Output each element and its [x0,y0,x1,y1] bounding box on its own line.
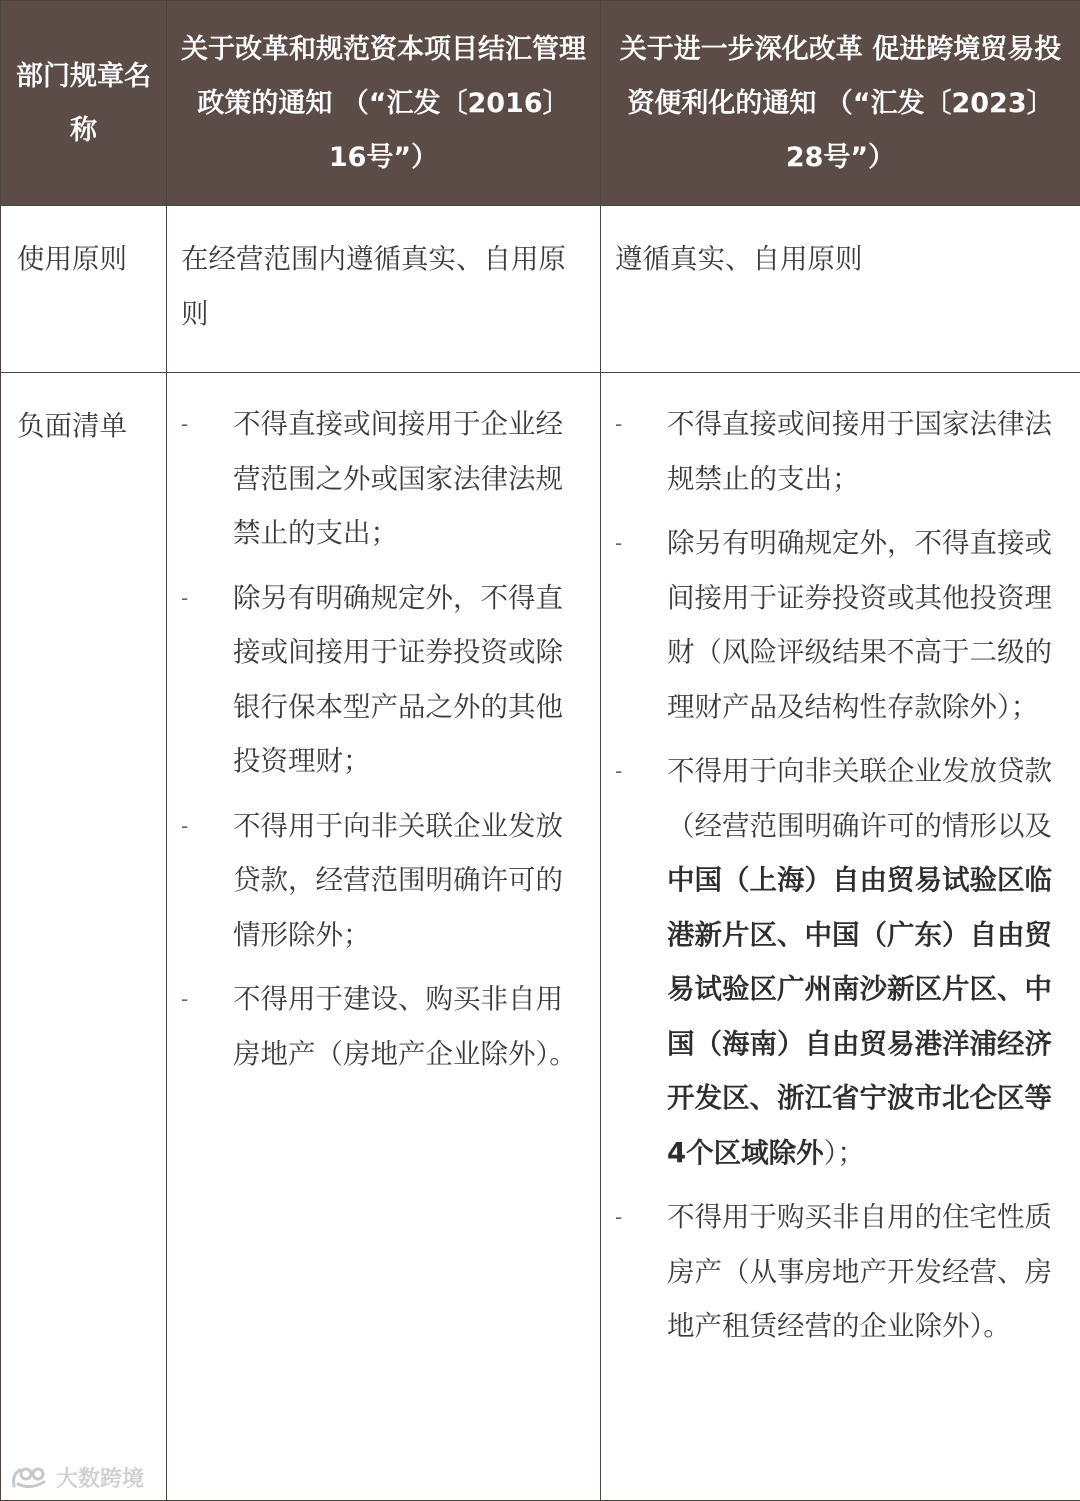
negative-list-2023 [615,397,1064,1354]
list-item-text: 不得用于向非关联企业发放贷款，经营范围明确许可的情形除外； [233,809,563,951]
cell-negative-list-2016 [167,373,601,1501]
table-row-negative-list [1,373,1080,1501]
list-item [181,799,584,963]
list-item-text-tail: ）； [823,1136,865,1169]
list-item-text: 不得用于向非关联企业发放贷款（经营范围明确许可的情形以及 [667,755,1052,842]
list-item [181,571,584,789]
list-item [181,397,584,561]
bullet-dash: - [181,585,189,610]
bullet-dash: - [615,759,623,783]
list-item-text: 除另有明确规定外，不得直接或间接用于证券投资或除银行保本型产品之外的其他投资理财； [233,581,563,777]
bullet-dash: - [181,813,189,838]
list-item [181,972,584,1081]
list-item-text: 除另有明确规定外，不得直接或间接用于证券投资或其他投资理财（风险评级结果不高于二级的理财产品及结构性存款除外）； [667,527,1052,723]
list-item [615,397,1064,506]
header-notice-2023: 关于进一步深化改革 促进跨境贸易投资便利化的通知 （“汇发〔2023〕28号”） [601,1,1080,206]
list-item-bold-text: 中国（上海）自由贸易试验区临港新片区、中国（广东）自由贸易试验区广州南沙新区片区、中国（海南）自由贸易港洋浦经济开发区、浙江省宁波市北仑区等4个区域除外 [667,864,1052,1169]
header-notice-2016: 关于改革和规范资本项目结汇管理政策的通知 （“汇发〔2016〕16号”） [167,1,601,206]
cell-principle-2016: 在经营范围内遵循真实、自用原则 [167,206,601,373]
bullet-dash: - [615,1205,623,1229]
negative-list-2016 [181,397,584,1081]
header-row [1,1,1080,206]
list-item [615,1190,1064,1354]
cell-negative-list-2023 [601,373,1080,1501]
list-item [615,516,1064,734]
bullet-dash: - [615,412,623,436]
watermark-text: 大数跨境 [56,1466,145,1491]
list-item-text: 不得用于购买非自用的住宅性质房产（从事房地产开发经营、房地产租赁经营的企业除外）。 [667,1201,1052,1342]
watermark [10,1462,144,1493]
bullet-dash: - [615,531,623,555]
table-row-principle [1,206,1080,373]
row-label-principle: 使用原则 [1,206,167,373]
bullet-dash: - [181,412,189,436]
list-item-text: 不得直接或间接用于国家法律法规禁止的支出； [667,408,1052,495]
row-label-negative-list: 负面清单 [1,373,167,1501]
list-item-text: 不得直接或间接用于企业经营范围之外或国家法律法规禁止的支出； [233,408,563,549]
bullet-dash: - [181,987,189,1011]
logo-icon [10,1464,52,1492]
list-item [615,744,1064,1180]
list-item-text: 不得用于建设、购买非自用房地产（房地产企业除外）。 [233,983,577,1070]
cell-principle-2023: 遵循真实、自用原则 [601,206,1080,373]
header-regulation-name: 部门规章名称 [1,1,167,206]
